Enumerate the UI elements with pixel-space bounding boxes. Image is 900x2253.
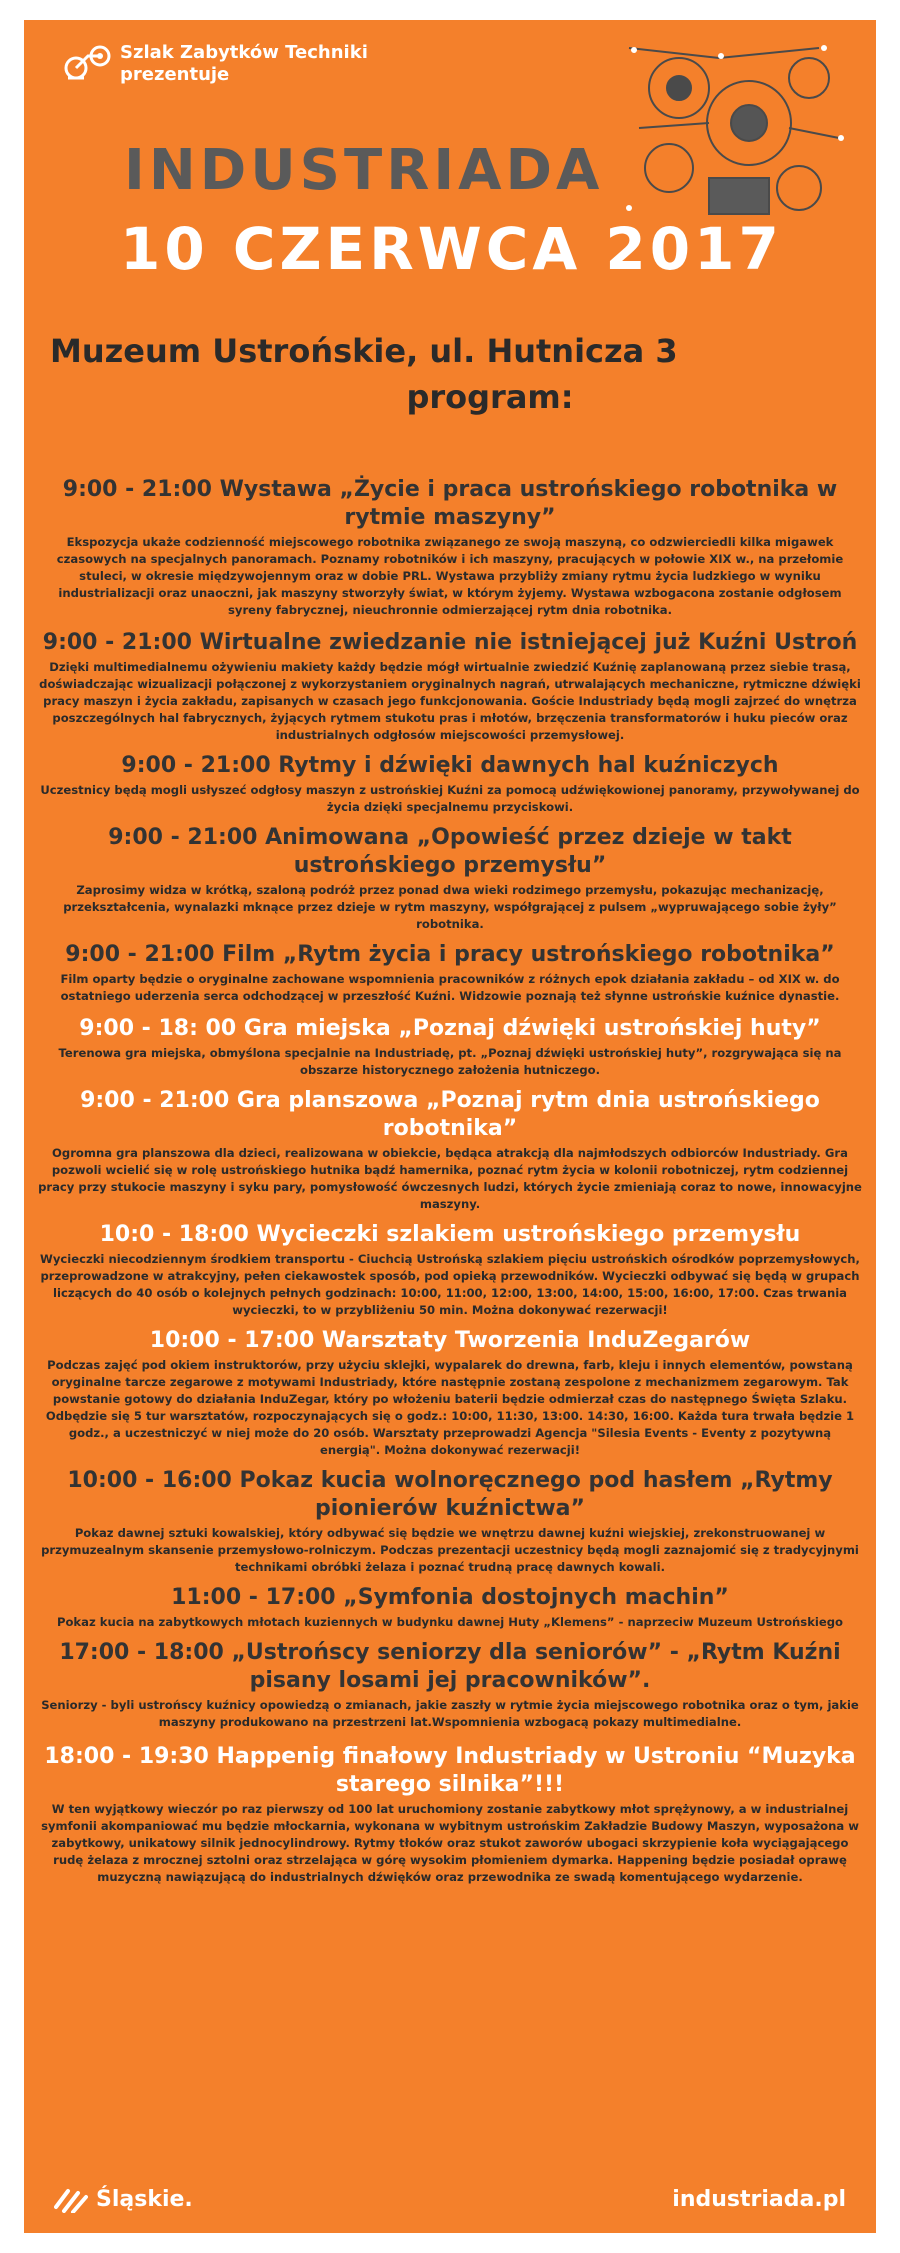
program-item-title: 9:00 - 21:00 Wirtualne zwiedzanie nie istniejącej już Kuźni Ustroń — [42, 630, 858, 655]
program-item-description: Uczestnicy będą mogli usłyszeć odgłosy maszyn z ustrońskiej Kuźni za pomocą udźwiękowionej panoramy, przywoływanej do życia dzięki specjalnemu przyciskowi. — [40, 783, 860, 814]
program-item-description: Podczas zajęć pod okiem instruktorów, przy użyciu sklejki, wypalarek do drewna, farb, kleju i innych elementów, powstaną oryginalne tarcze zegarowe z motywami Industriady, które następnie zostaną zespolone z mechanizmem zegarowym. Tak powstanie gotowy do działania InduZegar, który po włożeniu baterii będzie odmierzał czas do następnego Święta Szlaku. Odbędzie się 5 tur warsztatów, rozpoczynających się o godz.: 10:00, 11:30, 13:00. 14:30, 16:00. Każda tura trwała będzie 1 godz., a uczestniczyć w niej może do 20 osób. Warsztaty przeprowadzi Agencja "Silesia Events - Eventy z pozytywną energią". Można dokonywać rezerwacji! — [45, 1358, 855, 1457]
bicycle-gear-icon — [64, 42, 112, 82]
program-item-description: Ogromna gra planszowa dla dzieci, realizowana w obiekcie, będąca atrakcją dla najmłodszych odbiorców Industriady. Gra pozwoli wcielić się w rolę ustrońskiego hutnika bądź hamernika, poznać rytm życia w kolonii robotniczej, rytm codziennej pracy przy stukocie maszyny i syku pary, pomysłowość ówczesnych ludzi, których życie zmieniają coraz to nowe, innowacyjne maszyny. — [38, 1146, 862, 1211]
region-logo-text: Śląskie. — [96, 2186, 193, 2212]
poster — [24, 20, 876, 2233]
program-item — [38, 1639, 862, 1731]
program-item-title: 9:00 - 18: 00 Gra miejska „Poznaj dźwięki ustrońskiej huty” — [79, 1016, 821, 1041]
program-item-title: 9:00 - 21:00 Rytmy i dźwięki dawnych hal kuźniczych — [121, 753, 779, 778]
program-item-description: Wycieczki niecodziennym środkiem transportu - Ciuchcią Ustrońską szlakiem pięciu ustrońskich ośrodków poprzemysłowych, przeprowadzone w atrakcyjny, pełen ciekawostek sposób, pod opieką przewodników. Wycieczki odbywać się będą w grupach liczących do 40 osób o kolejnych pełnych godzinach: 10:00, 11:00, 12:00, 13:00, 14:00, 15:00, 16:00, 17:00. Czas trwania wycieczki, to w przybliżeniu 50 min. Można dokonywać rezerwacji! — [40, 1252, 860, 1317]
program-list — [38, 468, 862, 1886]
program-item-title: 18:00 - 19:30 Happenig finałowy Industriady w Ustroniu “Muzyka starego silnika”!!! — [44, 1744, 856, 1797]
venue-address: Muzeum Ustrońskie, ul. Hutnicza 3 — [50, 332, 678, 370]
region-stripes-icon — [54, 2185, 88, 2213]
program-item-description: Film oparty będzie o oryginalne zachowane wspomnienia pracowników z różnych epok działania zakładu – od XIX w. do ostatniego uderzenia serca odchodzącej w przeszłość Kuźni. Widzowie poznają też słynne ustrońskie kuźnice dynastie. — [60, 972, 840, 1003]
program-item-description: Pokaz dawnej sztuki kowalskiej, który odbywać się będzie we wnętrzu dawnej kuźni wiejskiej, zrekonstruowanej w przymuzealnym skansenie przemysłowo-rolniczym. Podczas prezentacji uczestnicy będą mogli zaznajomić się z tradycyjnymi technikami obróbki żelaza i poznać trudną pracę dawnych kowali. — [41, 1526, 859, 1574]
program-item — [38, 1327, 862, 1459]
brand-subtitle: prezentuje — [120, 64, 230, 85]
program-item-title: 9:00 - 21:00 Wystawa „Życie i praca ustrońskiego robotnika w rytmie maszyny” — [62, 477, 838, 530]
program-item — [38, 824, 862, 933]
program-item-description: Zaprosimy widza w krótką, szaloną podróż przez ponad dwa wieki rodzimego przemysłu, pokazując mechanizację, przekształcenia, wynalazki mknące przez dzieje w rytm maszyny, współgrającej z pulsem „wypruwającego sobie żyły” robotnika. — [63, 883, 837, 931]
program-item-title: 10:00 - 16:00 Pokaz kucia wolnoręcznego pod hasłem „Rytmy pionierów kuźnictwa” — [67, 1468, 833, 1521]
program-item-description: W ten wyjątkowy wieczór po raz pierwszy od 100 lat uruchomiony zostanie zabytkowy młot sprężynowy, a w industrialnej symfonii akompaniować mu będzie młockarnia, wykonana w wybitnym ustrońskim Zakładzie Budowy Maszyn, wyposażona w zabytkowy, unikatowy silnik jednocylindrowy. Rytmy tłoków oraz stukot zaworów ubogaci skrzypienie koła wyciągającego rudę żelaza z mrocznej sztolni oraz strzelająca w górę wysokim płomieniem dymarka. Happening będzie posiadał oprawę muzyczną nawiązującą do industrialnych dźwięków oraz przewodnika ze swadą komentującego wydarzenie. — [41, 1802, 859, 1884]
website-url: industriada.pl — [672, 2187, 846, 2212]
program-item — [38, 1015, 862, 1079]
program-item — [38, 1221, 862, 1319]
program-item — [38, 1743, 862, 1886]
program-heading: program: — [406, 378, 574, 416]
program-item — [38, 1584, 862, 1631]
venue-block — [24, 328, 876, 420]
program-item-title: 9:00 - 21:00 Animowana „Opowieść przez dzieje w takt ustrońskiego przemysłu” — [108, 825, 792, 878]
program-item — [38, 1467, 862, 1576]
brand-title: Szlak Zabytków Techniki — [120, 42, 368, 63]
program-item-description: Ekspozycja ukaże codzienność miejscowego robotnika związanego ze swoją maszyną, co odzwierciedli kilka migawek czasowych na specjalnych panoramach. Poznamy robotników i ich maszyny, pracujących w połowie XIX w., na przełomie stuleci, w okresie międzywojennym oraz w dobie PRL. Wystawa przybliży zmiany rytmu życia ludzkiego w wyniku industrializacji oraz unaoczni, jak maszyny stworzyły świat, w którym żyjemy. Wystawa wzbogacona zostanie odgłosem syreny fabrycznej, nieuchronnie odmierzającej rytm dnia robotnika. — [56, 535, 844, 617]
program-item-title: 10:0 - 18:00 Wycieczki szlakiem ustrońskiego przemysłu — [99, 1222, 801, 1247]
program-item-title: 10:00 - 17:00 Warsztaty Tworzenia InduZegarów — [149, 1328, 751, 1353]
event-date: 10 CZERWCA 2017 — [120, 215, 783, 283]
program-item-description: Dzięki multimedialnemu ożywieniu makiety każdy będzie mógł wirtualnie zwiedzić Kuźnię zaplanowaną przez siebie trasą, doświadczając wizualizacji połączonej z wykorzystaniem oryginalnych nagrań, utrwalających mechaniczne, rytmiczne dźwięki pracy maszyn i życia zakładu, zapisanych w czasach jego funkcjonowania. Goście Industriady będą mogli zajrzeć do wnętrza poszczególnych hal fabrycznych, żyjących rytmem stukotu pras i młotów, brzęczenia transformatorów i huku pieców oraz industrialnych odgłosów miejscowości przemysłowej. — [39, 660, 861, 742]
program-item-title: 9:00 - 21:00 Film „Rytm życia i pracy ustrońskiego robotnika” — [65, 942, 835, 967]
program-item — [38, 1087, 862, 1213]
region-logo — [54, 2185, 193, 2213]
program-item-title: 11:00 - 17:00 „Symfonia dostojnych machin” — [171, 1585, 729, 1610]
program-item — [38, 752, 862, 816]
program-item-title: 9:00 - 21:00 Gra planszowa „Poznaj rytm dnia ustrońskiego robotnika” — [80, 1088, 820, 1141]
program-item — [38, 476, 862, 619]
program-item-title: 17:00 - 18:00 „Ustrońscy seniorzy dla seniorów” - „Rytm Kuźni pisany losami jej pracowników”. — [59, 1640, 841, 1693]
program-item — [38, 941, 862, 1005]
program-item-description: Pokaz kucia na zabytkowych młotach kuziennych w budynku dawnej Huty „Klemens” - naprzeciw Muzeum Ustrońskiego — [56, 1615, 844, 1629]
machine-gears-illustration — [609, 28, 849, 228]
brand-logo — [64, 42, 368, 86]
program-item — [38, 629, 862, 744]
program-item-description: Terenowa gra miejska, obmyślona specjalnie na Industriadę, pt. „Poznaj dźwięki ustrońskiej huty”, rozgrywająca się na obszarze historycznego założenia hutniczego. — [58, 1046, 842, 1077]
program-item-description: Seniorzy - byli ustrońscy kuźnicy opowiedzą o zmianach, jakie zaszły w rytmie życia miejscowego robotnika oraz o tym, jakie maszyny produkowano na przestrzeni lat.Wspomnienia wzbogacą pokazy multimedialne. — [41, 1698, 859, 1729]
event-title: INDUSTRIADA — [124, 138, 604, 203]
